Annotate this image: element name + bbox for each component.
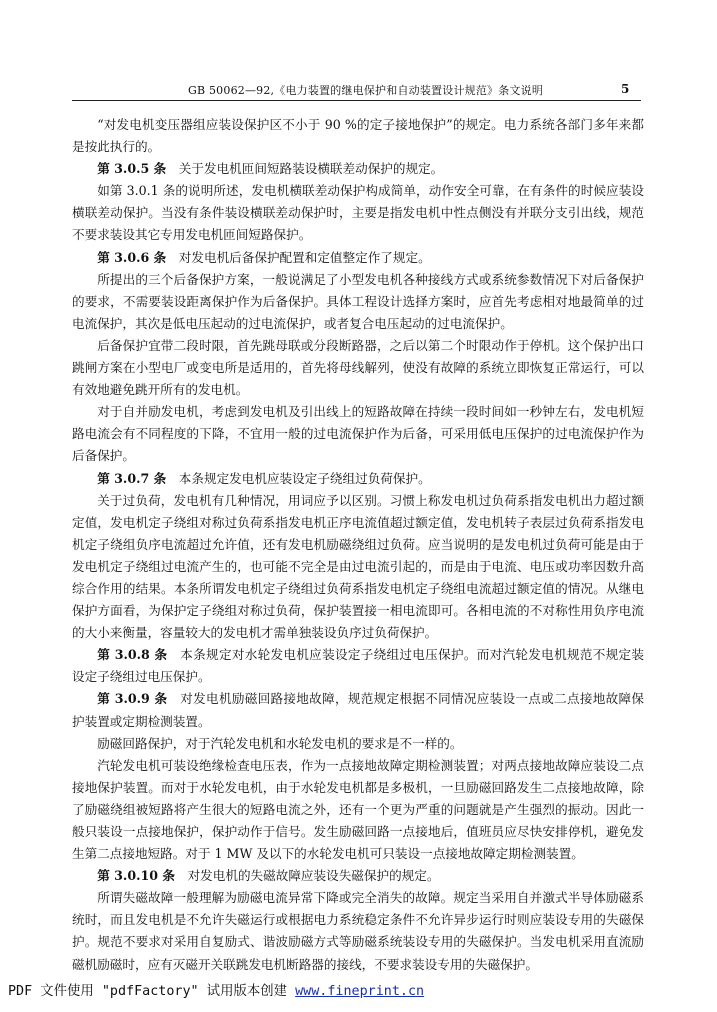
page-header xyxy=(0,80,717,102)
clause-text: 对发电机的失磁故障应装设失磁保护的规定。 xyxy=(187,868,440,884)
body-paragraph: 所谓失磁故障一般理解为励磁电流异常下降或完全消失的故障。规定当采用自并激式半导体励磁系统时，而且发电机是不允许失磁运行或根据电力系统稳定条件不允许异步运行时则应装设专用的失磁保护。规范不要求对采用自复励式、谐波励磁方式等励磁系统装设专用的失磁保护。当发电机采用直流励磁机励磁时，应有灭磁开关联跳发电机断路器的接线，不要求装设专用的失磁保护。 xyxy=(72,890,644,972)
body-paragraph: 后备保护宜带二段时限，首先跳母联或分段断路器，之后以第二个时限动作于停机。这个保护出口跳闸方案在小型电厂或变电所是适用的，首先将母线解列，使没有故障的系统立即恢复正常运行，可以有效地避免跳开所有的发电机。 xyxy=(72,337,644,398)
body-paragraph: 汽轮发电机可装设绝缘检查电压表，作为一点接地故障定期检测装置；对两点接地故障应装设二点接地保护装置。而对于水轮发电机，由于水轮发电机都是多极机，一旦励磁回路发生二点接地故障，除了励磁绕组被短路将产生很大的短路电流之外，还有一个更为严重的问题就是产生强烈的振动。因此一般只装设一点接地保护，保护动作于信号。发生励磁回路一点接地后，值班员应尽快安排停机，避免发生第二点接地短路。对于 1 MW 及以下的水轮发电机可只装设一点接地故障定期检测装置。 xyxy=(72,757,644,862)
clause-text: 关于发电机匝间短路装设横联差动保护的规定。 xyxy=(178,161,444,177)
body-paragraph: 所提出的三个后备保护方案，一般说满足了小型发电机各种接线方式或系统参数情况下对后备保护的要求，不需要装设距离保护作为后备保护。具体工程设计选择方案时，应首先考虑相对地最简单的过电流保护，其次是低电压起动的过电流保护，或者复合电压起动的过电流保护。 xyxy=(72,271,644,331)
watermark-text: PDF 文件使用 "pdfFactory" 试用版本创建 xyxy=(8,984,296,999)
clause-text: 对发电机后备保护配置和定值整定作了规定。 xyxy=(178,249,431,265)
clause-paragraph xyxy=(72,247,644,269)
watermark-link[interactable]: www.fineprint.cn xyxy=(295,984,425,999)
running-title: GB 50062—92,《电力装置的继电保护和自动装置设计规范》条文说明 xyxy=(188,84,544,97)
body-paragraph: “对发电机变压器组应装设保护区不小于 90 %的定子接地保护”的规定。电力系统各部门多年来都是按此执行的。 xyxy=(72,117,644,155)
clause-paragraph xyxy=(72,865,644,887)
clause-text: 对发电机励磁回路接地故障，规范规定根据不同情况应装设一点或二点接地故障保护装置或定期检测装置。 xyxy=(72,691,645,729)
body-paragraph: 对于自并励发电机，考虑到发电机及引出线上的短路故障在持续一段时间如一秒钟左右，发电机短路电流会有不同程度的下降，不宜用一般的过电流保护作为后备，可采用低电压保护的过电流保护作为后备保护。 xyxy=(72,404,644,464)
clause-paragraph xyxy=(72,468,644,490)
document-body xyxy=(72,114,644,976)
header-divider xyxy=(72,100,641,101)
clause-number: 第 3.0.7 条 xyxy=(97,470,167,486)
clause-paragraph xyxy=(72,688,644,732)
clause-number: 第 3.0.5 条 xyxy=(97,161,167,177)
body-paragraph: 励磁回路保护，对于汽轮发电机和水轮发电机的要求是不一样的。 xyxy=(97,735,463,751)
clause-paragraph xyxy=(72,158,644,180)
body-paragraph: 如第 3.0.1 条的说明所述，发电机横联差动保护构成简单，动作安全可靠，在有条件的时候应装设横联差动保护。当没有条件装设横联差动保护时，主要是指发电机中性点侧没有并联分支引出线，规范不要求装设其它专用发电机匝间短路保护。 xyxy=(72,183,644,243)
body-paragraph: 关于过负荷，发电机有几种情况，用词应予以区别。习惯上称发电机过负荷系指发电机出力超过额定值，发电机定子绕组对称过负荷系指发电机正序电流值超过额定值，发电机转子表层过负荷系指发电机定子绕组负序电流超过允许值，还有发电机励磁绕组过负荷。应当说明的是发电机过负荷可能是由于发电机定子绕组过电流产生的，也可能不完全是由过电流引起的，而是由于电流、电压或功率因数升高综合作用的结果。本条所谓发电机定子绕组过负荷系指发电机定子绕组电流超过额定值的情况。从继电保护方面看，为保护定子绕组对称过负荷，保护装置接一相电流即可。各相电流的不对称性用负序电流的大小来衡量，容量较大的发电机才需单独装设负序过负荷保护。 xyxy=(72,492,644,641)
clause-paragraph xyxy=(72,644,644,688)
clause-number: 第 3.0.10 条 xyxy=(97,868,175,884)
clause-text: 本条规定对水轮发电机应装设定子绕组过电压保护。而对汽轮发电机规范不规定装设定子绕组过电压保护。 xyxy=(72,647,645,685)
clause-number: 第 3.0.6 条 xyxy=(97,249,167,265)
pdf-watermark-footer xyxy=(8,980,424,999)
clause-number: 第 3.0.9 条 xyxy=(97,691,168,707)
page-number: 5 xyxy=(621,82,630,96)
clause-text: 本条规定发电机应装设定子绕组过负荷保护。 xyxy=(178,470,431,486)
clause-number: 第 3.0.8 条 xyxy=(97,647,168,663)
